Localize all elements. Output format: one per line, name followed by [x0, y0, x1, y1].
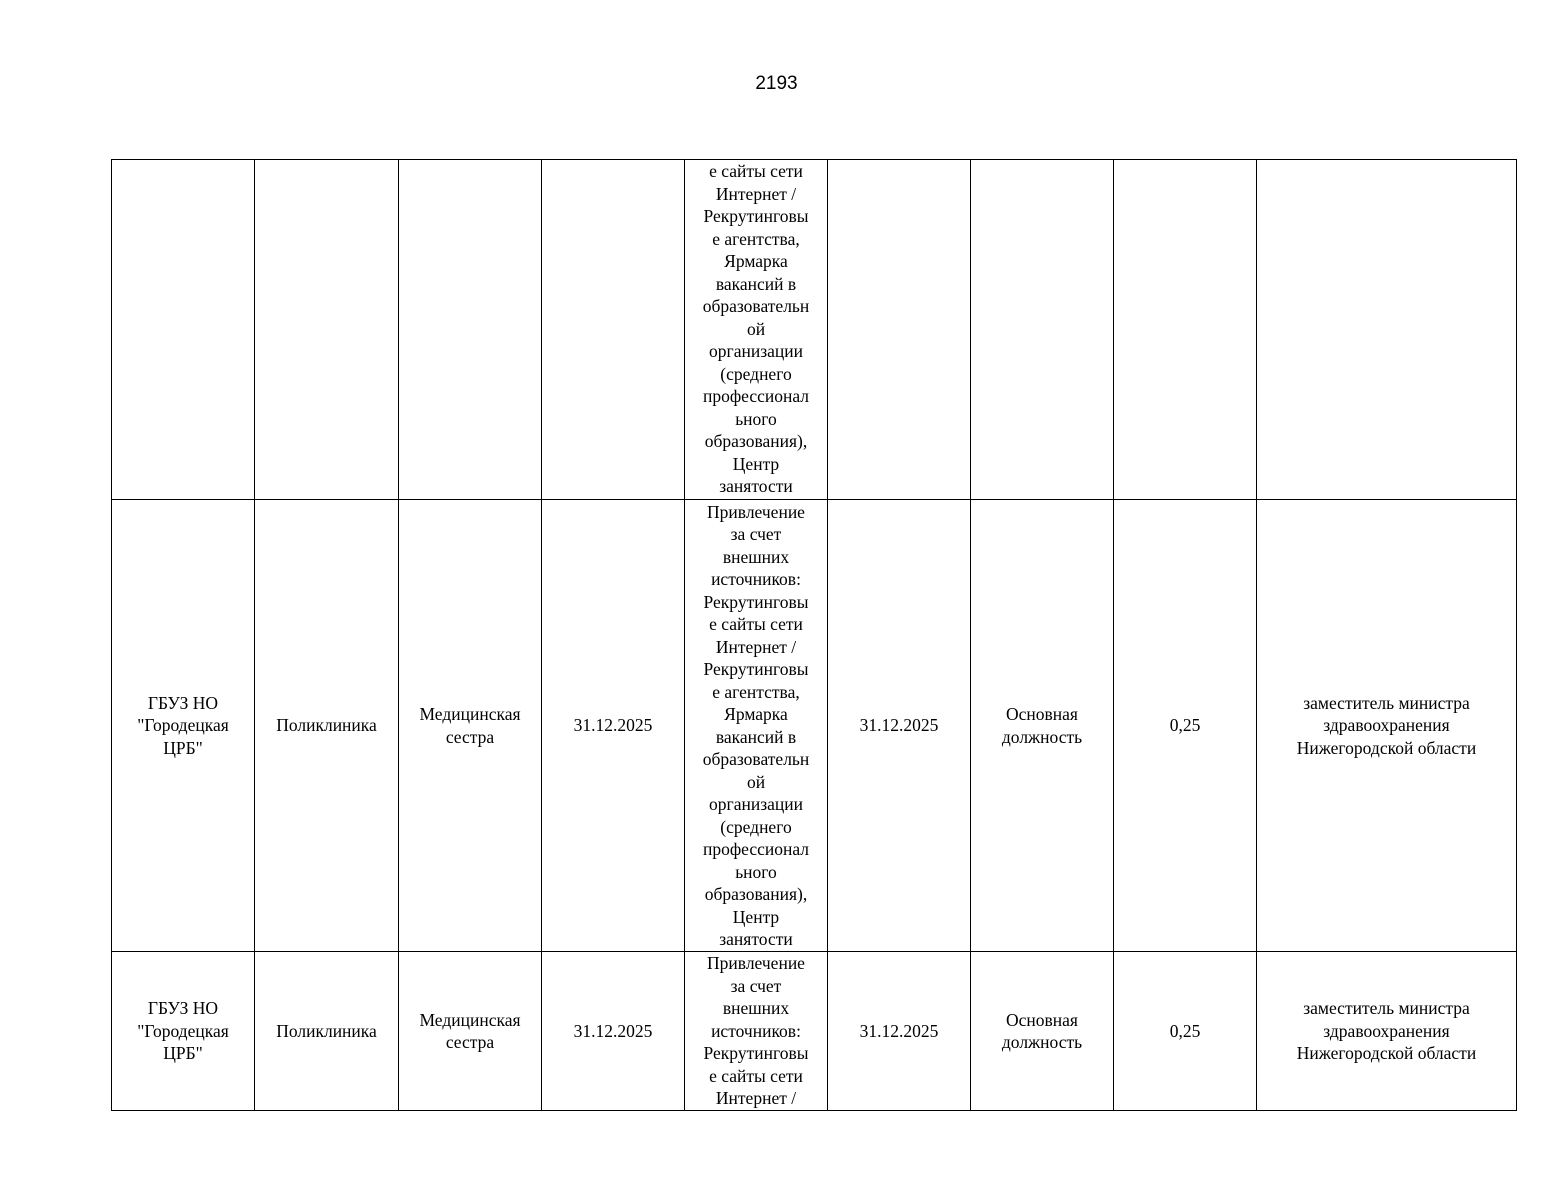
rate-cell: 0,25	[1114, 500, 1257, 952]
vacancy-table	[111, 159, 1517, 1111]
deadline-date-cell	[542, 160, 685, 500]
page-number: 2193	[755, 73, 798, 94]
rate-cell: 0,25	[1114, 952, 1257, 1111]
position-cell: Медицинская сестра	[399, 952, 542, 1111]
responsible-cell	[1257, 160, 1517, 500]
position-cell: Медицинская сестра	[399, 500, 542, 952]
target-date-cell: 31.12.2025	[828, 500, 971, 952]
employment-type-cell: Основная должность	[971, 952, 1114, 1111]
target-date-cell: 31.12.2025	[828, 952, 971, 1111]
responsible-cell: заместитель министра здравоохранения Нижегородской области	[1257, 952, 1517, 1111]
position-cell	[399, 160, 542, 500]
target-date-cell	[828, 160, 971, 500]
deadline-date-cell: 31.12.2025	[542, 500, 685, 952]
recruitment-source-cell: Привлечение за счет внешних источников: Рекрутинговы е сайты сети Интернет /	[685, 952, 828, 1111]
organization-cell: ГБУЗ НО "Городецкая ЦРБ"	[112, 952, 255, 1111]
department-cell: Поликлиника	[255, 952, 399, 1111]
table-row	[112, 952, 1517, 1111]
employment-type-cell	[971, 160, 1114, 500]
deadline-date-cell: 31.12.2025	[542, 952, 685, 1111]
table-row	[112, 160, 1517, 500]
recruitment-source-cell: Привлечение за счет внешних источников: Рекрутинговы е сайты сети Интернет / Рекрутинговы е агентства, Ярмарка вакансий в образовательн ой организации (среднего профессионал ьного образования), Центр занятости	[685, 500, 828, 952]
rate-cell	[1114, 160, 1257, 500]
department-cell	[255, 160, 399, 500]
responsible-cell: заместитель министра здравоохранения Нижегородской области	[1257, 500, 1517, 952]
organization-cell: ГБУЗ НО "Городецкая ЦРБ"	[112, 500, 255, 952]
organization-cell	[112, 160, 255, 500]
employment-type-cell: Основная должность	[971, 500, 1114, 952]
table-row	[112, 500, 1517, 952]
department-cell: Поликлиника	[255, 500, 399, 952]
recruitment-source-cell: е сайты сети Интернет / Рекрутинговы е агентства, Ярмарка вакансий в образовательн ой организации (среднего профессионал ьного образования), Центр занятости	[685, 160, 828, 500]
